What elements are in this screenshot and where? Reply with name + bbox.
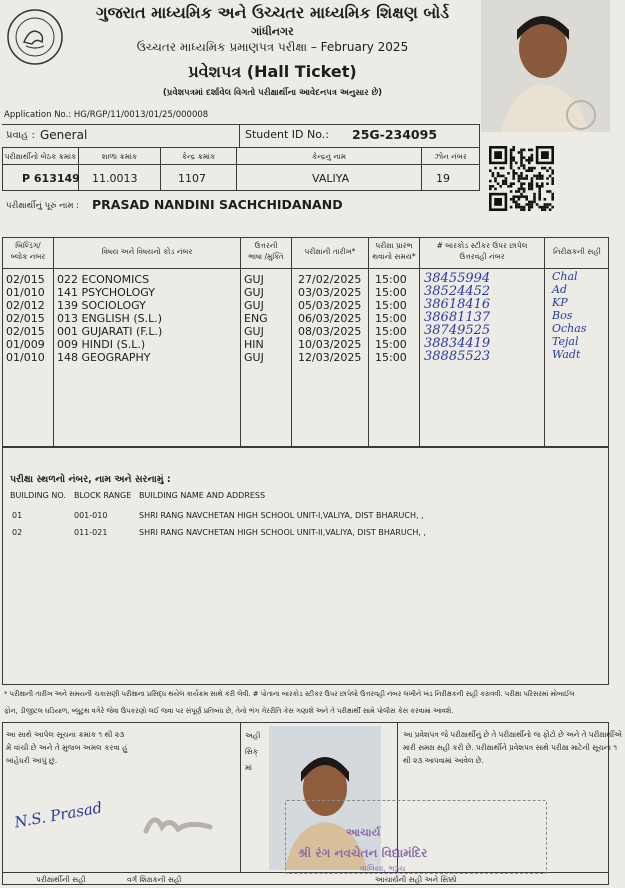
block-cell: 02/012 [6, 299, 45, 312]
venue-2-no: 02 [12, 528, 23, 537]
time-cell: 15:00 [375, 338, 407, 351]
centre-no-header: કેન્દ્ર ક્રમાંક [181, 152, 216, 161]
exam-name: ઉચ્ચતર માધ્યમિક પ્રમાણપત્ર પરીક્ષા – February 2025 [136, 40, 409, 54]
subject-row [0, 335, 625, 351]
subject-cell: 022 ECONOMICS [57, 273, 150, 286]
venue-2-address: SHRI RANG NAVCHETAN HIGH SCHOOL UNIT-II,VALIYA, DIST BHARUCH, , [139, 528, 426, 537]
invigilator-signature: Ad [552, 283, 567, 296]
note-line-1: * પરીક્ષાની તારીખ અને સમયની ચકાસણી પરીક્ષાના પ્રસિદ્ધ થયેલ કાર્યક્રમ સાથે કરી લેવી. # પોતાના બારકોડ સ્ટીકર ઉપર છાપેલો ઉત્તરવહી નંબર લખીને ખંડ નિરીક્ષકની સહી કરાવવી. પરીક્ષા પરિસરમાં મોબાઈલ [4, 690, 575, 698]
time-cell: 15:00 [375, 286, 407, 299]
student-id-value: 25G-234095 [352, 127, 438, 142]
mid-fragment-text: અહી સિક્ માં [245, 731, 261, 772]
qr-code [489, 146, 557, 226]
subject-cell: 001 GUJARATI (F.L.) [57, 325, 163, 338]
time-cell: 15:00 [375, 299, 407, 312]
date-header: પરીક્ષાની તારીખ* [304, 247, 356, 256]
venue-2-range: 011-021 [74, 528, 108, 537]
time-header: પરીક્ષા પ્રારંભ થવાનો સમય* [372, 241, 416, 261]
principal-declaration: આ પ્રવેશપત્ર જે પરીક્ષાર્થીનું છે તે પરીક્ષાર્થીનો જ ફોટો છે અને તે પરીક્ષાર્થીએ મારી સમક્ષ સહી કરી છે. પરીક્ષાર્થીને પ્રવેશપત્ર સાથે પરીક્ષા માટેની સૂચના ૧ થી ૨૩ આપવામાં આવેલ છે. [403, 730, 622, 765]
date-cell: 27/02/2025 [298, 273, 362, 286]
block-cell: 02/015 [6, 273, 45, 286]
principal-sign-label: આચાર્યની સહી અને સિક્કો [375, 875, 457, 884]
student-sign-label: પરીક્ષાર્થીની સહી [36, 875, 86, 884]
stream-value: General [40, 128, 88, 142]
block-header: બિલ્ડિંગ/ બ્લોક નંબર [10, 241, 46, 261]
full-name: PRASAD NANDINI SACHCHIDANAND [92, 197, 343, 212]
subject-row [0, 296, 625, 312]
school-no-header: શાળા ક્રમાંક [101, 152, 138, 161]
board-name: ગુજરાત માધ્યમિક અને ઉચ્ચતર માધ્યમિક શિક્ષણ બોર્ડ [95, 3, 450, 22]
address-header: BUILDING NAME AND ADDRESS [139, 491, 266, 500]
block-range-header: BLOCK RANGE [74, 491, 132, 500]
block-cell: 01/009 [6, 338, 45, 351]
block-cell: 02/015 [6, 325, 45, 338]
time-cell: 15:00 [375, 325, 407, 338]
centre-name-header: કેન્દ્રનું નામ [311, 152, 347, 161]
barcode-number-handwritten: 38455994 [424, 271, 491, 286]
principal-stamp [285, 800, 547, 874]
venue-1-range: 001-010 [74, 511, 108, 520]
block-cell: 01/010 [6, 351, 45, 364]
barcode-number-handwritten: 38681137 [424, 310, 491, 325]
subject-row [0, 283, 625, 299]
time-cell: 15:00 [375, 273, 407, 286]
invigilator-signature: Chal [552, 270, 578, 283]
note-line-2: ફોન, ડીજીટલ ઘડિયાળ, બ્લુટુથ વગેરે જેવા ઉપકરણો લઈ જવા પર સંપૂર્ણ પ્રતિબંધ છે, તેનો ભંગ ગેરરીતિ કેસ ગણાશે અને તે પરીક્ષાર્થી સામે પોલીસ કેસ કરવામાં આવશે. [4, 707, 454, 715]
ticket-title: પ્રવેશપત્ર (Hall Ticket) [188, 62, 357, 81]
venue-title: પરીક્ષા સ્થળનો નંબર, નામ અને સરનામું : [10, 474, 171, 485]
invigilator-signature: KP [552, 296, 568, 309]
block-cell: 02/015 [6, 312, 45, 325]
stamp-place: વાલિયા, ભરૂચ [360, 864, 406, 873]
language-cell: GUJ [244, 273, 264, 286]
language-cell: GUJ [244, 286, 264, 299]
subject-cell: 141 PSYCHOLOGY [57, 286, 155, 299]
board-logo [6, 8, 64, 66]
zone-no: 19 [436, 172, 450, 185]
barcode-header: # બારકોડ સ્ટીકર ઉપર છાપેલ ઉત્તરવહી નંબર [436, 241, 528, 261]
stamp-school: શ્રી રંગ નવચેતન વિદ્યામંદિર [298, 846, 428, 860]
barcode-number-handwritten: 38749525 [424, 323, 491, 338]
subject-cell: 013 ENGLISH (S.L.) [57, 312, 163, 325]
teacher-sign-label: વર્ગ શિક્ષકની સહી [127, 875, 182, 884]
date-cell: 08/03/2025 [298, 325, 362, 338]
subject-row [0, 348, 625, 364]
language-cell: ENG [244, 312, 268, 325]
board-city: ગાંધીનગર [251, 25, 294, 38]
full-name-label: પરીક્ષાર્થીનું પૂરું નામ : [6, 201, 80, 211]
student-photo-top [481, 0, 610, 132]
student-id-label: Student ID No.: [245, 128, 329, 141]
building-no-header: BUILDING NO. [10, 491, 66, 500]
seat-no: P 613149 [22, 172, 80, 185]
date-cell: 12/03/2025 [298, 351, 362, 364]
venue-1-no: 01 [12, 511, 23, 520]
language-cell: GUJ [244, 325, 264, 338]
date-cell: 03/03/2025 [298, 286, 362, 299]
class-teacher-signature [140, 805, 220, 841]
block-cell: 01/010 [6, 286, 45, 299]
subject-header: વિષય અને વિષયનો કોડ નંબર [101, 247, 193, 256]
language-header: ઉત્તરની ભાષા /મુક્તિ [248, 241, 284, 261]
subject-row [0, 270, 625, 286]
invigilator-sign-header: નિરીક્ષકની સહી [553, 247, 601, 256]
date-cell: 05/03/2025 [298, 299, 362, 312]
school-no: 11.0013 [92, 172, 138, 185]
zone-no-header: ઝોન નંબર [434, 152, 467, 161]
stream-label: પ્રવાહ : [6, 130, 35, 141]
venue-1-address: SHRI RANG NAVCHETAN HIGH SCHOOL UNIT-I,VALIYA, DIST BHARUCH, , [139, 511, 424, 520]
barcode-number-handwritten: 38885523 [424, 349, 491, 364]
stamp-title: આચાર્ય [346, 826, 381, 839]
time-cell: 15:00 [375, 351, 407, 364]
subject-cell: 148 GEOGRAPHY [57, 351, 151, 364]
seat-no-header: પરીક્ષાર્થીનો બેઠક ક્રમાંક [4, 152, 77, 161]
language-cell: HIN [244, 338, 264, 351]
ticket-subtitle: (પ્રવેશપત્રમાં દર્શાવેલ વિગતો પરીક્ષાર્થીના આવેદનપત્ર અનુસાર છે) [162, 88, 383, 98]
barcode-number-handwritten: 38524452 [424, 284, 491, 299]
subject-cell: 009 HINDI (S.L.) [57, 338, 146, 351]
student-signature: N.S. Prasad [13, 798, 104, 832]
barcode-number-handwritten: 38834419 [424, 336, 491, 351]
date-cell: 10/03/2025 [298, 338, 362, 351]
barcode-number-handwritten: 38618416 [424, 297, 491, 312]
subject-row [0, 309, 625, 325]
subject-cell: 139 SOCIOLOGY [57, 299, 146, 312]
invigilator-signature: Bos [552, 309, 573, 322]
centre-no: 1107 [178, 172, 206, 185]
invigilator-signature: Ochas [552, 322, 587, 335]
invigilator-signature: Wadt [552, 348, 581, 361]
language-cell: GUJ [244, 299, 264, 312]
invigilator-signature: Tejal [552, 335, 579, 348]
date-cell: 06/03/2025 [298, 312, 362, 325]
student-declaration: આ સાથે આપેલ સૂચના ક્રમાંક ૧ થી ૨૩ મેં વાંચી છે અને તે મુજબ અમલ કરવા હું બાંહેધરી આપું છું. [6, 730, 128, 765]
centre-name: VALIYA [312, 172, 350, 185]
time-cell: 15:00 [375, 312, 407, 325]
language-cell: GUJ [244, 351, 264, 364]
subject-row [0, 322, 625, 338]
application-no: Application No.: HG/RGP/11/0013/01/25/000008 [4, 110, 209, 120]
